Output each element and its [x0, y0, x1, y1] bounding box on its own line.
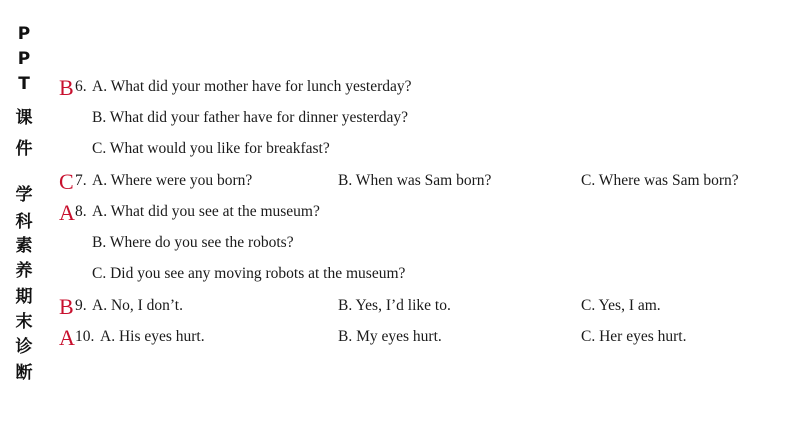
option-a-q9: A. No, I don’t.: [92, 297, 183, 314]
question-number-q8: 8.: [75, 203, 87, 220]
option-b-q8: B. Where do you see the robots?: [92, 234, 294, 251]
side-title-char: 养: [15, 261, 33, 281]
answer-mark-q8: A: [59, 200, 74, 225]
option-b-q10: B. My eyes hurt.: [338, 328, 442, 345]
answer-mark-q9: B: [59, 294, 73, 319]
option-a-q8: A. What did you see at the museum?: [92, 203, 320, 220]
option-a-q7: A. Where were you born?: [92, 172, 253, 189]
question-number-q10: 10.: [75, 328, 95, 345]
side-title-char: 课: [15, 108, 33, 128]
option-a-q10: A. His eyes hurt.: [100, 328, 205, 345]
side-title-char: 科: [15, 212, 33, 232]
option-a-q6: A. What did your mother have for lunch yesterday?: [92, 78, 412, 95]
side-title-char: P: [17, 24, 31, 44]
side-title-char: 诊: [15, 337, 33, 357]
question-number-q6: 6.: [75, 78, 87, 95]
side-title-char: 断: [15, 363, 33, 383]
side-title-char: T: [18, 74, 30, 94]
option-b-q7: B. When was Sam born?: [338, 172, 492, 189]
option-c-q10: C. Her eyes hurt.: [581, 328, 687, 345]
side-title-char: 件: [15, 139, 33, 159]
question-number-q7: 7.: [75, 172, 87, 189]
side-title-char: 素: [15, 236, 33, 256]
answer-mark-q7: C: [59, 169, 73, 194]
option-c-q8: C. Did you see any moving robots at the museum?: [92, 265, 406, 282]
option-c-q7: C. Where was Sam born?: [581, 172, 739, 189]
answer-mark-q10: A: [59, 325, 74, 350]
option-c-q6: C. What would you like for breakfast?: [92, 140, 330, 157]
option-b-q9: B. Yes, I’d like to.: [338, 297, 451, 314]
question-number-q9: 9.: [75, 297, 87, 314]
side-title-char: 末: [15, 312, 33, 332]
option-b-q6: B. What did your father have for dinner yesterday?: [92, 109, 409, 126]
side-title-char: 学: [15, 185, 33, 205]
answer-mark-q6: B: [59, 75, 73, 100]
option-c-q9: C. Yes, I am.: [581, 297, 661, 314]
side-title-char: 期: [15, 287, 33, 307]
side-title-char: P: [17, 49, 31, 69]
